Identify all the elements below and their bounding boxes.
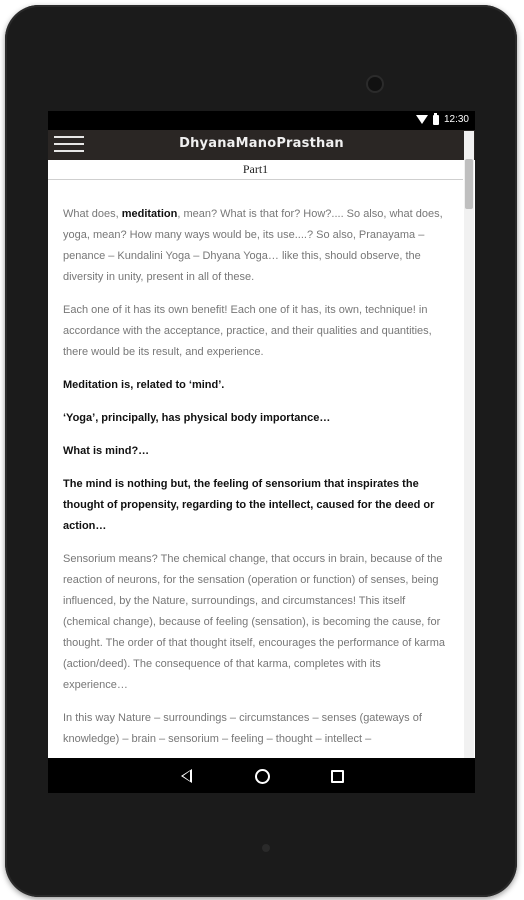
chapter-title: Part1 [48, 160, 463, 180]
app-title: DhyanaManoPrasthan [179, 136, 344, 151]
status-time: 12:30 [443, 114, 469, 125]
camera-icon [368, 77, 382, 91]
paragraph-7: Sensorium means? The chemical change, that occurs in brain, because of the reaction of neurons, for the sensation (operation or function) of senses, being influenced, by the Nature, surroundings, and circumstances! This itself (chemical change), because of feeling (sensation), is becoming the cause, for thought. The order of that thought itself, encourages the performance of karma (action/deed). The consequence of that karma, completes with its experience… [63, 553, 445, 691]
paragraph-1: What does, meditation, mean? What is that for? How?.... So also, what does, yoga, mean? How many ways would be, its use....? So also, Pranayama – penance – Kundalini Yoga – Dhyana Yoga… like this, should observe, the diversity in unity, present in all of these. [63, 208, 443, 283]
paragraph-5: What is mind?… [63, 445, 150, 457]
paragraph-8: In this way Nature – surroundings – circumstances – senses (gateways of knowledge) – brain – sensorium – feeling – thought – intellect – [63, 712, 422, 745]
paragraph-2: Each one of it has its own benefit! Each one of it has, its own, technique! in accordance with the acceptance, practice, and their qualities and quantities, there would be its result, and experience. [63, 304, 432, 358]
paragraph-3: Meditation is, related to ‘mind’. [63, 379, 225, 391]
meditation-emphasis: meditation [121, 208, 178, 220]
article-content [63, 204, 448, 762]
scrollbar[interactable] [464, 131, 474, 793]
status-bar [48, 111, 475, 130]
battery-icon [433, 115, 439, 125]
app-bar [48, 130, 475, 160]
navigation-bar [48, 758, 475, 793]
paragraph-6: The mind is nothing but, the feeling of sensorium that inspirates the thought of propensity, regarding to the intellect, caused for the deed or action… [63, 478, 435, 532]
scrollbar-thumb[interactable] [465, 159, 473, 209]
paragraph-4: ‘Yoga’, principally, has physical body importance… [63, 412, 331, 424]
app-screen [48, 111, 475, 793]
home-icon[interactable] [255, 769, 270, 784]
back-icon[interactable] [181, 769, 192, 783]
sensor-dot [262, 844, 270, 852]
recent-apps-icon[interactable] [331, 770, 344, 783]
status-icons [416, 114, 469, 125]
wifi-icon [416, 115, 428, 124]
